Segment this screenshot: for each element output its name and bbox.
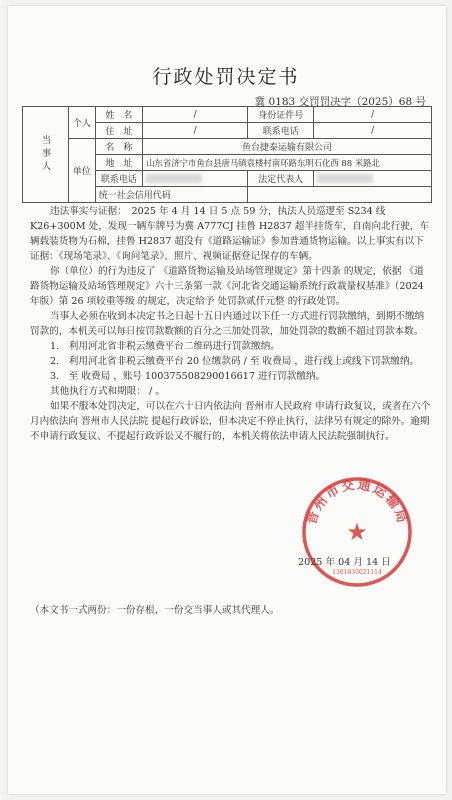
payment-method-3: 3. 至 收费局 ，账号 100375508290016617 进行罚款缴纳。 <box>50 371 326 382</box>
address-value: / <box>143 123 248 139</box>
id-value: / <box>314 107 432 123</box>
individual-label: 个人 <box>69 107 96 139</box>
credit-code-label: 统一社会信用代码 <box>95 187 247 203</box>
seal-star-icon: ★ <box>346 518 368 546</box>
phone-value: / <box>314 123 432 139</box>
official-seal-stamp <box>299 474 415 590</box>
appeal-rights-paragraph: 如果不服本处罚决定，可以在六十日内依法向 晋州市人民政府 申请行政复议，或者在六个月内依法向 晋州市人民法院 提起行政诉讼，但本决定不停止执行，法律另有规定的除外。逾期不申请行政复议、不提起行政诉讼又不履行的，本机关将依法申请人民法院强制执行。 <box>30 401 431 442</box>
violation-facts-paragraph: 违法事实与证据： 2025 年 4 月 14 日 5 点 59 分，执法人员巡逻至 S234 线 K26+300M 处，发现一辆车牌号为冀 A777CJ 挂鲁 H2837 超半挂货车，自南向北行驶，车辆载装货物为石棉，挂鲁 H2837 超没有《道路运输证》参加普通货物运输。以上事实有以下证据：《现场笔录》、《询问笔录》、照片、视频证据登记保存的车辆。 <box>30 206 430 262</box>
name-label: 姓 名 <box>95 107 142 123</box>
payment-deadline-paragraph: 当事人必须在收到本决定书之日起十五日内通过以下任一方式进行罚款缴纳，到期不缴纳罚款的，本机关可以每日按罚款数额的百分之三加处罚款，加处罚款的数额不超过罚款本数。 <box>30 311 425 337</box>
address-label: 住 址 <box>95 123 142 139</box>
unit-address-value: 山东省济宁市鱼台县唐马镇袁楼村南环路东明石化西 88 米路北 <box>143 155 432 171</box>
legal-rep-label: 法定代表人 <box>248 171 314 187</box>
decision-body <box>30 204 432 444</box>
phone-label: 联系电话 <box>248 123 314 139</box>
footer-note: （本文书一式两份：一份存根，一份交当事人或其代理人。 <box>30 605 280 616</box>
party-info-table <box>22 106 432 203</box>
seal-number: 1301830021114 <box>332 569 382 576</box>
unit-phone-label: 联系电话 <box>95 171 142 187</box>
unit-phone-value <box>143 171 248 187</box>
document-number: 冀 0183 交罚罚决字（2025）68 号 <box>254 96 426 108</box>
unit-label: 单位 <box>69 139 96 203</box>
seal-text: 晋州市交通运输局 <box>304 477 410 527</box>
payment-method-2: 2. 利用河北省非税云缴费平台 20 位缴款码 / 至 收费局 ，进行线上或线下罚款缴纳。 <box>50 356 420 367</box>
name-value: / <box>143 107 248 123</box>
id-label: 身份证件号 <box>248 107 314 123</box>
party-side-label: 当事人 <box>23 107 69 203</box>
legal-basis-paragraph: 你（单位）的行为违反了 《道路货物运输及站场管理规定》第十四条 的规定，依据 《道路货物运输及站场管理规定》六十三条第一款《河北省交通运输系统行政裁量权基准》（2024 年版）第 26 项较重等级 的规定，决定给予 处罚款贰仟元整 的行政处罚。 <box>30 266 424 307</box>
payment-method-1: 1. 利用河北省非税云缴费平台二维码进行罚款缴纳。 <box>50 341 280 352</box>
credit-code-value <box>248 187 432 203</box>
unit-address-label: 地 址 <box>95 155 142 171</box>
unit-name-label: 名 称 <box>95 139 142 155</box>
unit-name-value: 鱼台捷泰运输有限公司 <box>143 139 432 155</box>
decision-date: 2025 年 04 月 14 日 <box>298 557 391 568</box>
document-title: 行政处罚决定书 <box>152 66 300 88</box>
legal-rep-value <box>314 171 432 187</box>
other-execution-method: 其他执行方式和期限： / 。 <box>50 386 165 397</box>
